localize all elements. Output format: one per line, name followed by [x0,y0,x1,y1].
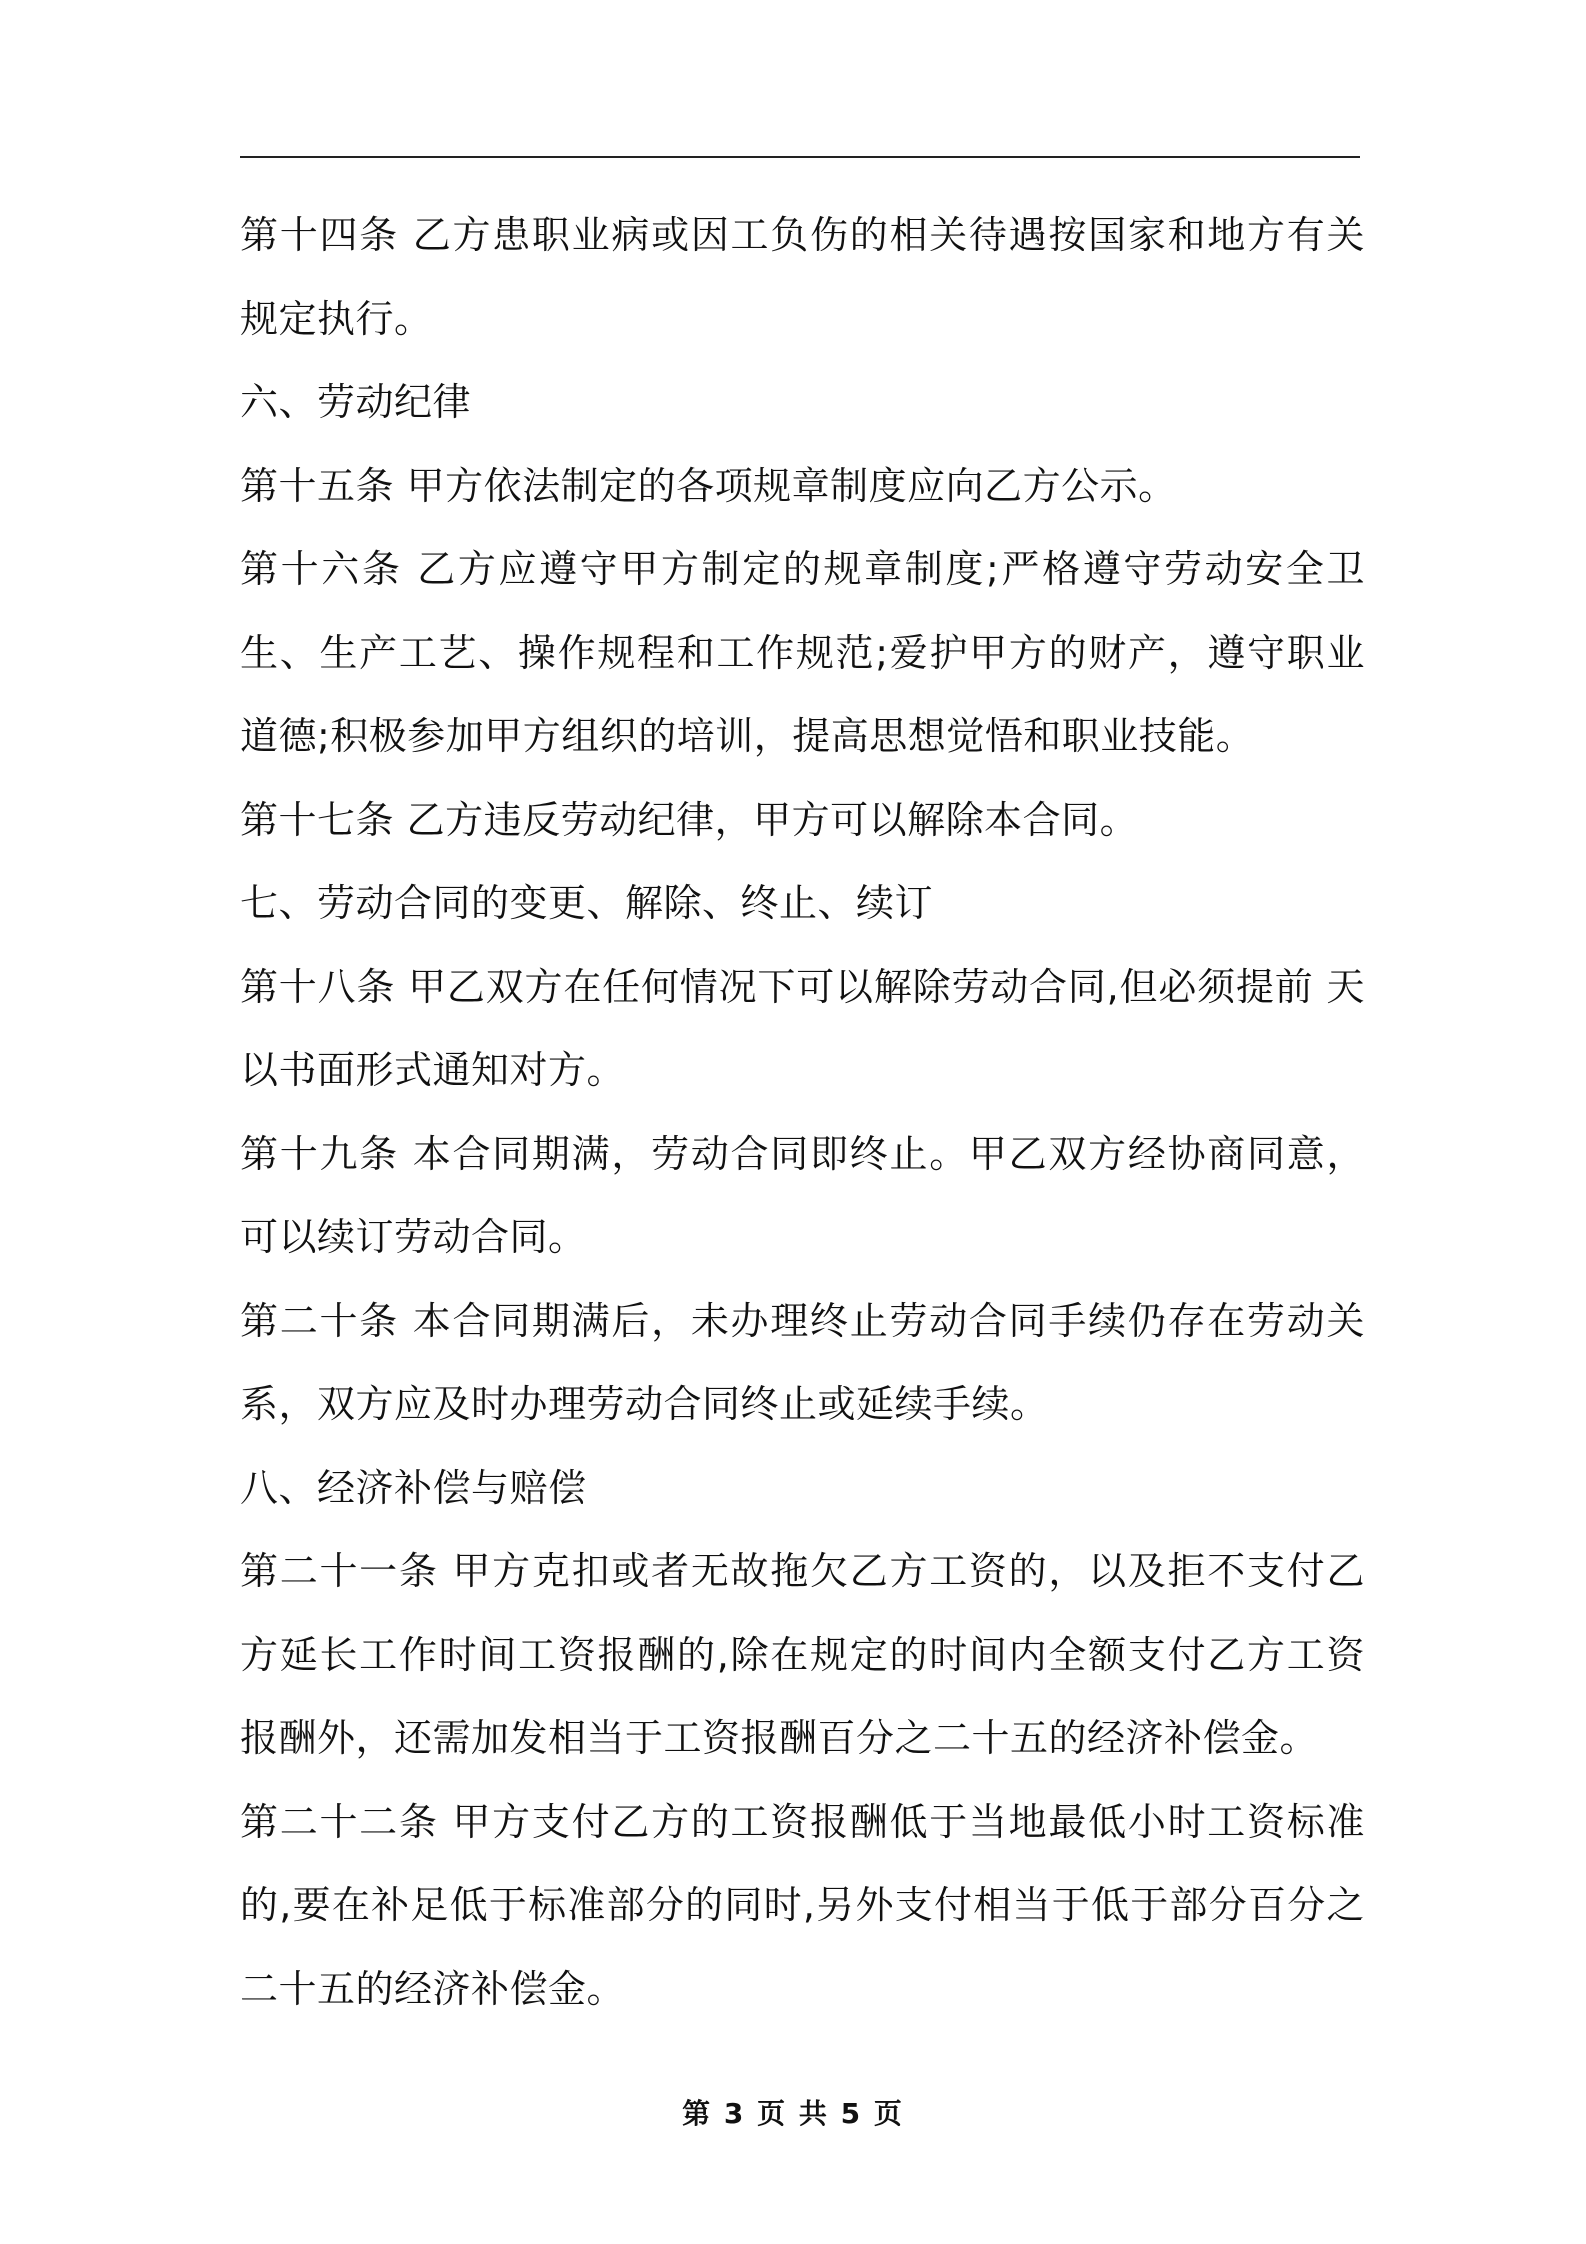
article-15: 第十五条 甲方依法制定的各项规章制度应向乙方公示。 [240,463,1177,508]
section-heading-labor-discipline: 六、劳动纪律 [240,380,472,424]
page-number-footer: 第 3 页 共 5 页 [682,2097,904,2130]
article-17: 第十七条 乙方违反劳动纪律，甲方可以解除本合同。 [240,797,1139,842]
article-18: 第十八条 甲乙双方在任何情况下可以解除劳动合同,但必须提前 天以书面形式通知对方。 [240,964,1365,1092]
article-21: 第二十一条 甲方克扣或者无故拖欠乙方工资的，以及拒不支付乙方延长工作时间工资报酬的,除在规定的时间内全额支付乙方工资报酬外，还需加发相当于工资报酬百分之二十五的经济补偿金。 [240,1549,1365,1760]
article-20: 第二十条 本合同期满后，未办理终止劳动合同手续仍存在劳动关系，双方应及时办理劳动合同终止或延续手续。 [240,1298,1365,1426]
article-22: 第二十二条 甲方支付乙方的工资报酬低于当地最低小时工资标准的,要在补足低于标准部分的同时,另外支付相当于低于部分百分之二十五的经济补偿金。 [240,1799,1365,2011]
section-heading-compensation: 八、经济补偿与赔偿 [240,1465,587,1510]
article-14: 第十四条 乙方患职业病或因工负伤的相关待遇按国家和地方有关规定执行。 [240,213,1365,341]
document-body [240,194,1365,2031]
article-19: 第十九条 本合同期满，劳动合同即终止。甲乙双方经协商同意，可以续订劳动合同。 [240,1131,1365,1259]
section-heading-contract-changes: 七、劳动合同的变更、解除、终止、续订 [240,881,934,925]
article-16: 第十六条 乙方应遵守甲方制定的规章制度;严格遵守劳动安全卫生、生产工艺、操作规程和工作规范;爱护甲方的财产，遵守职业道德;积极参加甲方组织的培训，提高思想觉悟和职业技能。 [240,547,1365,758]
header-rule [240,156,1360,158]
